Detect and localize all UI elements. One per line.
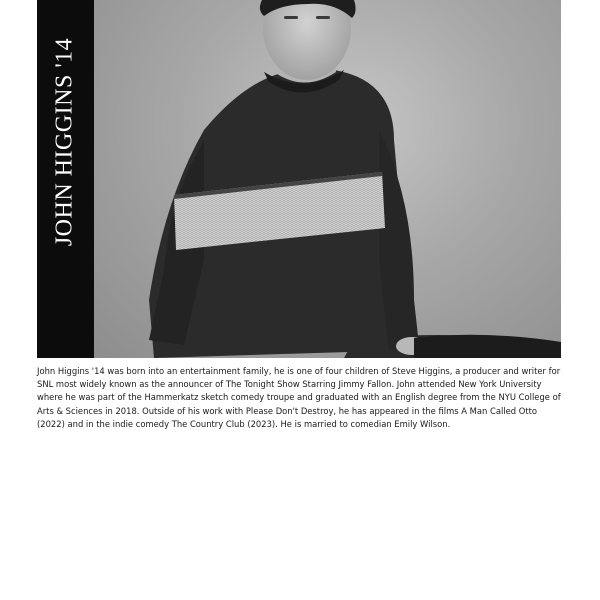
bio-paragraph: John Higgins '14 was born into an entertainment family, he is one of four children of Steve Higgins, a producer and writer for SNL most widely known as the announcer of The Tonight Show Starring Jimmy Fallon. John attended New York University where he was part of the Hammerkatz sketch comedy troupe and graduated with an English degree from the NYU College of Arts & Sciences in 2018. Outside of his work with Please Don't Destroy, he has appeared in the films A Man Called Otto (2022) and in the indie comedy The Country Club (2023). He is married to comedian Emily Wilson. <box>37 366 561 429</box>
portrait-photo <box>94 0 561 358</box>
page-title: JOHN HIGGINS '14 <box>51 37 78 247</box>
